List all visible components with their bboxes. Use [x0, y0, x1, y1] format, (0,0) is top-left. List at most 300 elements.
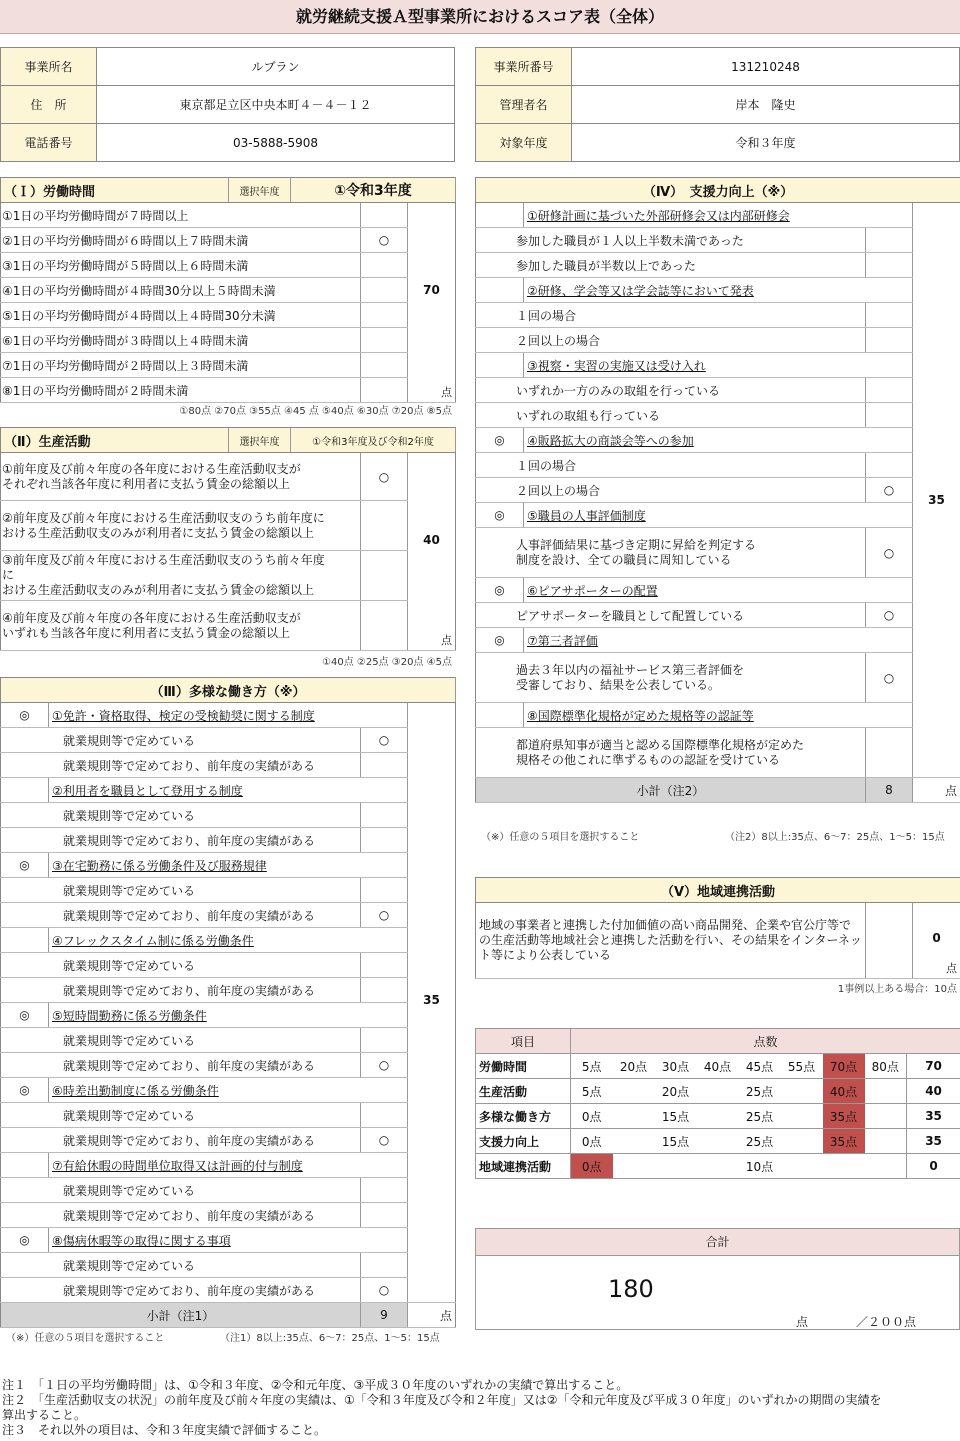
footnote: 注１ 「１日の平均労働時間」は、①令和３年度、②令和元年度、③平成３０年度のいずれかの実績で算出すること。	[2, 1378, 629, 1392]
criteria-row	[1, 903, 456, 928]
score-level-cell: 40点	[823, 1079, 865, 1104]
criteria-text: 就業規則等で定めている	[1, 1103, 361, 1128]
unit-label: 点	[946, 962, 958, 975]
item-heading: ②研修、学会等又は学会誌等において発表	[524, 278, 913, 303]
criteria-row	[1, 1203, 456, 1228]
criteria-text: ②前年度及び前々年度における生産活動収支のうち前年度に おける生産活動収支のみが利用者に支払う賃金の総額以上	[1, 501, 361, 551]
score-row	[476, 1129, 960, 1154]
criteria-text: ⑧1日の平均労働時間が２時間未満	[1, 378, 361, 403]
info-row	[476, 48, 960, 86]
criteria-row	[1, 203, 456, 228]
points-note: 1事例以上ある場合：10点	[837, 984, 957, 995]
criteria-row	[1, 303, 456, 328]
mark-cell[interactable]	[361, 1253, 408, 1278]
mark-cell[interactable]	[866, 378, 913, 403]
section-title: （Ⅳ） 支援力向上（※）	[476, 178, 960, 203]
item-header-row	[1, 1003, 456, 1028]
score-row-name: 生産活動	[476, 1079, 571, 1104]
score-level-cell: 5点	[571, 1054, 613, 1079]
criteria-row	[476, 478, 960, 503]
criteria-text: ⑤1日の平均労働時間が４時間以上４時間30分未満	[1, 303, 361, 328]
criteria-row	[1, 878, 456, 903]
item-select-cell[interactable]: ◎	[476, 628, 524, 653]
criteria-row	[476, 528, 960, 578]
mark-cell[interactable]	[361, 303, 408, 328]
score-level-cell	[697, 1154, 739, 1179]
item-header-row	[476, 278, 960, 303]
item-heading: ④フレックスタイム制に係る労働条件	[49, 928, 408, 953]
mark-cell[interactable]	[866, 303, 913, 328]
item-heading: ⑤短時間勤務に係る労働条件	[49, 1003, 408, 1028]
criteria-text: ２回以上の場合	[476, 328, 866, 353]
item-header-row	[476, 628, 960, 653]
subtotal-value: 8	[866, 778, 913, 803]
item-header-row	[476, 353, 960, 378]
mark-cell[interactable]	[361, 803, 408, 828]
criteria-text: ①前年度及び前々年度の各年度における生産活動収支が それぞれ当該各年度に利用者に支払う賃金の総額以上	[1, 453, 361, 501]
criteria-row	[1, 753, 456, 778]
criteria-text: ③前年度及び前々年度における生産活動収支のうち前々年度 に おける生産活動収支のみが利用者に支払う賃金の総額以上	[1, 551, 361, 601]
score-level-cell: 70点	[823, 1054, 865, 1079]
points-note: ①40点 ②25点 ③20点 ④5点	[322, 657, 452, 668]
item-select-cell[interactable]: ◎	[1, 853, 49, 878]
footnote: 注２ 「生産活動収支の状況」の前年度及び前々年度の実績は、①「令和３年度及び令和２年度」又は②「令和元年度及び平成３０年度」のいずれかの期間の実績を	[2, 1393, 882, 1407]
mark-cell[interactable]	[361, 953, 408, 978]
criteria-text: １回の場合	[476, 303, 866, 328]
item-header-row	[1, 853, 456, 878]
score-level-cell	[697, 1104, 739, 1129]
criteria-text: ピアサポーターを職員として配置している	[476, 603, 866, 628]
section-title: （Ⅲ）多様な働き方（※）	[1, 678, 456, 703]
score-row	[476, 1154, 960, 1179]
mark-cell[interactable]	[361, 253, 408, 278]
unit-label: 点	[408, 1303, 456, 1328]
item-select-cell[interactable]	[476, 278, 524, 303]
info-row	[1, 48, 455, 86]
item-header-row	[1, 1228, 456, 1253]
score-level-cell	[823, 1154, 865, 1179]
mark-cell[interactable]	[361, 978, 408, 1003]
criteria-text: 就業規則等で定めており、前年度の実績がある	[1, 1128, 361, 1153]
select-note: （※）任意の５項目を選択すること	[6, 1333, 165, 1344]
criteria-row	[1, 978, 456, 1003]
footnote: 算出すること。	[2, 1408, 87, 1422]
info-value: 令和３年度	[572, 124, 960, 162]
mark-cell[interactable]: ○	[361, 453, 408, 501]
item-select-cell[interactable]	[476, 703, 524, 728]
item-select-cell[interactable]	[476, 203, 524, 228]
score-level-cell: 20点	[613, 1054, 655, 1079]
mark-cell[interactable]: ○	[361, 903, 408, 928]
item-header-row	[476, 428, 960, 453]
item-heading: ⑧国際標準化規格が定めた規格等の認証等	[524, 703, 913, 728]
info-label: 対象年度	[476, 124, 572, 162]
score-level-cell	[781, 1129, 823, 1154]
criteria-row	[1, 253, 456, 278]
criteria-row	[476, 378, 960, 403]
mark-cell[interactable]	[866, 903, 913, 979]
criteria-text: 就業規則等で定めており、前年度の実績がある	[1, 978, 361, 1003]
criteria-text: 都道府県知事が適当と認める国際標準化規格が定めた 規格その他これに準ずるものの認証を受けている	[476, 728, 866, 778]
score-row-name: 地域連携活動	[476, 1154, 571, 1179]
mark-cell[interactable]	[361, 501, 408, 551]
section-score: 70	[423, 283, 440, 297]
mark-cell[interactable]: ○	[361, 728, 408, 753]
page-title: 就労継続支援Ａ型事業所におけるスコア表（全体）	[0, 0, 960, 34]
criteria-row	[1, 453, 456, 501]
info-label: 電話番号	[1, 124, 97, 162]
info-value: 03-5888-5908	[97, 124, 455, 162]
criteria-text: ⑦1日の平均労働時間が２時間以上３時間未満	[1, 353, 361, 378]
subtotal-row	[476, 778, 960, 803]
item-header-row	[476, 578, 960, 603]
item-select-cell[interactable]	[1, 778, 49, 803]
score-cell	[913, 203, 960, 778]
facility-info-table	[0, 47, 455, 162]
mark-cell[interactable]	[361, 1028, 408, 1053]
section-title: （Ｉ）労働時間	[1, 178, 229, 203]
mark-cell[interactable]	[361, 203, 408, 228]
item-header-row	[1, 1153, 456, 1178]
info-row	[1, 86, 455, 124]
criteria-row	[476, 603, 960, 628]
subtotal-note: （注1）8以上:35点、6～7：25点、1～5：15点	[220, 1333, 440, 1344]
mark-cell[interactable]	[866, 728, 913, 778]
select-note: （※）任意の５項目を選択すること	[481, 832, 640, 843]
year-label: 選択年度	[229, 428, 291, 453]
score-level-cell	[781, 1154, 823, 1179]
criteria-row	[1, 953, 456, 978]
criteria-text: 過去３年以内の福祉サービス第三者評価を 受審しており、結果を公表している。	[476, 653, 866, 703]
mark-cell[interactable]	[866, 328, 913, 353]
info-value: 131210248	[572, 48, 960, 86]
section-score: 0	[932, 931, 941, 945]
item-select-cell[interactable]: ◎	[1, 1078, 49, 1103]
item-heading: ⑧傷病休暇等の取得に関する事項	[49, 1228, 408, 1253]
item-heading: ③視察・実習の実施又は受け入れ	[524, 353, 913, 378]
criteria-text: 就業規則等で定めており、前年度の実績がある	[1, 828, 361, 853]
mark-cell[interactable]	[866, 253, 913, 278]
score-level-cell: 0点	[571, 1154, 613, 1179]
mark-cell[interactable]	[361, 753, 408, 778]
section-diverse-work	[0, 677, 456, 1328]
info-label: 住 所	[1, 86, 97, 124]
info-row	[476, 124, 960, 162]
score-level-cell	[865, 1079, 907, 1104]
criteria-text: 就業規則等で定めており、前年度の実績がある	[1, 1278, 361, 1303]
criteria-row	[1, 278, 456, 303]
criteria-row	[1, 1028, 456, 1053]
criteria-row	[476, 453, 960, 478]
score-level-cell	[613, 1154, 655, 1179]
item-heading: ⑦有給休暇の時間単位取得又は計画的付与制度	[49, 1153, 408, 1178]
mark-cell[interactable]	[866, 228, 913, 253]
item-heading: ①免許・資格取得、検定の受検勧奨に関する制度	[49, 703, 408, 728]
mark-cell[interactable]: ○	[361, 1053, 408, 1078]
mark-cell[interactable]	[866, 403, 913, 428]
criteria-row	[1, 1253, 456, 1278]
score-level-cell: 10点	[739, 1154, 781, 1179]
score-level-cell: 0点	[571, 1129, 613, 1154]
score-level-cell	[865, 1154, 907, 1179]
section-community	[475, 877, 960, 979]
score-row-total: 0	[907, 1154, 960, 1179]
mark-cell[interactable]: ○	[866, 478, 913, 503]
criteria-text: 参加した職員が半数以上であった	[476, 253, 866, 278]
criteria-row	[1, 1278, 456, 1303]
item-heading: ⑥時差出勤制度に係る労働条件	[49, 1078, 408, 1103]
criteria-row	[1, 501, 456, 551]
score-level-cell: 25点	[739, 1104, 781, 1129]
item-select-cell[interactable]: ◎	[476, 578, 524, 603]
year-label: 選択年度	[229, 178, 291, 203]
footnotes	[2, 1378, 958, 1438]
criteria-row	[1, 551, 456, 601]
subtotal-value: 9	[361, 1303, 408, 1328]
item-select-cell[interactable]: ◎	[1, 1003, 49, 1028]
community-criteria: 地域の事業者と連携した付加価値の高い商品開発、企業や官公庁等での生産活動等地域社会と連携した活動を行い、その結果をインターネット等により公表している	[476, 903, 866, 979]
info-value: ルブラン	[97, 48, 455, 86]
unit-label: 点	[441, 386, 452, 399]
score-level-cell: 55点	[781, 1054, 823, 1079]
mark-cell[interactable]: ○	[866, 653, 913, 703]
criteria-text: 就業規則等で定めている	[1, 728, 361, 753]
item-heading: ①研修計画に基づいた外部研修会又は内部研修会	[524, 203, 913, 228]
total-value: 180	[608, 1275, 654, 1303]
total-label: 合計	[476, 1229, 959, 1256]
info-label: 事業所名	[1, 48, 97, 86]
criteria-text: 就業規則等で定めている	[1, 1028, 361, 1053]
criteria-text: いずれか一方のみの取組を行っている	[476, 378, 866, 403]
score-row-total: 70	[907, 1054, 960, 1079]
score-level-cell	[865, 1129, 907, 1154]
score-level-cell: 5点	[571, 1079, 613, 1104]
score-level-cell: 25点	[739, 1079, 781, 1104]
criteria-text: 就業規則等で定めている	[1, 1178, 361, 1203]
info-row	[476, 86, 960, 124]
item-select-cell[interactable]: ◎	[476, 503, 524, 528]
mark-cell[interactable]	[361, 1203, 408, 1228]
subtotal-label: 小計（注1）	[1, 1303, 361, 1328]
criteria-text: ④1日の平均労働時間が４時間30分以上５時間未満	[1, 278, 361, 303]
criteria-text: ③1日の平均労働時間が５時間以上６時間未満	[1, 253, 361, 278]
section-score: 40	[423, 533, 440, 547]
info-value: 岸本 隆史	[572, 86, 960, 124]
item-heading: ③在宅勤務に係る労働条件及び服務規律	[49, 853, 408, 878]
item-header-row	[476, 203, 960, 228]
score-row	[476, 1079, 960, 1104]
item-heading: ④販路拡大の商談会等への参加	[524, 428, 913, 453]
col-points-header: 点数	[571, 1029, 960, 1054]
score-level-cell: 15点	[655, 1104, 697, 1129]
score-level-cell: 30点	[655, 1054, 697, 1079]
info-row	[1, 124, 455, 162]
criteria-row	[1, 828, 456, 853]
criteria-row	[1, 353, 456, 378]
score-level-cell: 20点	[655, 1079, 697, 1104]
mark-cell[interactable]: ○	[361, 1128, 408, 1153]
year-select[interactable]: ①令和3年度	[291, 178, 456, 203]
section-title: （Ⅱ）生産活動	[1, 428, 229, 453]
score-row	[476, 1104, 960, 1129]
points-note: ①80点 ②70点 ③55点 ④45 点 ⑤40点 ⑥30点 ⑦20点 ⑧5点	[179, 406, 452, 417]
score-level-cell	[613, 1129, 655, 1154]
section-score: 35	[423, 993, 440, 1007]
criteria-row	[1, 378, 456, 403]
item-select-cell[interactable]	[1, 928, 49, 953]
mark-cell[interactable]: ○	[361, 228, 408, 253]
subtotal-note: （注2）8以上:35点、6～7：25点、1～5：15点	[725, 832, 945, 843]
score-level-cell	[613, 1079, 655, 1104]
unit-label: 点	[441, 634, 453, 647]
mark-cell[interactable]	[361, 328, 408, 353]
mark-cell[interactable]	[866, 453, 913, 478]
criteria-text: 参加した職員が１人以上半数未満であった	[476, 228, 866, 253]
criteria-row	[476, 328, 960, 353]
criteria-row	[476, 653, 960, 703]
score-row-total: 35	[907, 1104, 960, 1129]
criteria-row	[476, 403, 960, 428]
score-level-cell	[697, 1129, 739, 1154]
item-header-row	[1, 778, 456, 803]
criteria-text: ２回以上の場合	[476, 478, 866, 503]
footnote: 注３ それ以外の項目は、令和３年度実績で評価すること。	[2, 1423, 327, 1437]
item-header-row	[1, 928, 456, 953]
criteria-row	[476, 303, 960, 328]
item-heading: ⑦第三者評価	[524, 628, 913, 653]
unit-label: 点	[913, 778, 960, 803]
criteria-row	[476, 728, 960, 778]
score-row-name: 労働時間	[476, 1054, 571, 1079]
criteria-text: いずれの取組も行っている	[476, 403, 866, 428]
score-cell	[408, 453, 456, 651]
year-select[interactable]: ①令和3年度及び令和2年度	[291, 428, 456, 453]
item-heading: ②利用者を職員として登用する制度	[49, 778, 408, 803]
criteria-row	[1, 803, 456, 828]
mark-cell[interactable]	[361, 551, 408, 601]
criteria-text: 就業規則等で定めており、前年度の実績がある	[1, 903, 361, 928]
score-row-name: 支援力向上	[476, 1129, 571, 1154]
total-box	[475, 1228, 960, 1330]
criteria-text: 人事評価結果に基づき定期に昇給を判定する 制度を設け、全ての職員に周知している	[476, 528, 866, 578]
criteria-text: 就業規則等で定めている	[1, 953, 361, 978]
col-item-header: 項目	[476, 1029, 571, 1054]
section-working-hours	[0, 177, 456, 403]
section-support	[475, 177, 960, 803]
criteria-row	[1, 1178, 456, 1203]
subtotal-label: 小計（注2）	[476, 778, 866, 803]
score-level-cell: 35点	[823, 1129, 865, 1154]
criteria-row	[1, 601, 456, 651]
score-level-cell	[697, 1079, 739, 1104]
criteria-row	[1, 1103, 456, 1128]
mark-cell[interactable]	[361, 828, 408, 853]
mark-cell[interactable]: ○	[361, 1278, 408, 1303]
score-row-name: 多様な働き方	[476, 1104, 571, 1129]
total-max: ／２００点	[856, 1315, 917, 1329]
score-level-cell	[613, 1104, 655, 1129]
mark-cell[interactable]: ○	[866, 528, 913, 578]
score-level-cell: 0点	[571, 1104, 613, 1129]
criteria-text: 就業規則等で定めており、前年度の実績がある	[1, 753, 361, 778]
section-production	[0, 427, 456, 651]
item-heading: ⑤職員の人事評価制度	[524, 503, 913, 528]
item-select-cell[interactable]	[1, 1153, 49, 1178]
criteria-row	[1, 728, 456, 753]
info-label: 事業所番号	[476, 48, 572, 86]
item-header-row	[476, 503, 960, 528]
total-unit: 点	[796, 1315, 809, 1329]
info-value: 東京都足立区中央本町４－４－１２	[97, 86, 455, 124]
criteria-row	[1, 1128, 456, 1153]
criteria-row	[1, 228, 456, 253]
section-score: 35	[928, 493, 945, 507]
score-level-cell: 35点	[823, 1104, 865, 1129]
score-row-total: 40	[907, 1079, 960, 1104]
mark-cell[interactable]	[361, 1178, 408, 1203]
criteria-text: ⑥1日の平均労働時間が３時間以上４時間未満	[1, 328, 361, 353]
score-cell	[408, 703, 456, 1303]
mark-cell[interactable]	[361, 353, 408, 378]
score-row	[476, 1054, 960, 1079]
mark-cell[interactable]	[361, 278, 408, 303]
item-header-row	[1, 1078, 456, 1103]
criteria-row	[476, 228, 960, 253]
subtotal-row	[1, 1303, 456, 1328]
item-select-cell[interactable]	[476, 353, 524, 378]
criteria-text: ②1日の平均労働時間が６時間以上７時間未満	[1, 228, 361, 253]
score-level-cell: 15点	[655, 1129, 697, 1154]
criteria-text: ①1日の平均労働時間が７時間以上	[1, 203, 361, 228]
facility-id-table	[475, 47, 960, 162]
mark-cell[interactable]	[361, 878, 408, 903]
score-level-cell	[655, 1154, 697, 1179]
mark-cell[interactable]	[361, 601, 408, 651]
score-level-cell	[781, 1104, 823, 1129]
criteria-text: 就業規則等で定めている	[1, 803, 361, 828]
score-summary-table	[475, 1028, 960, 1179]
item-header-row	[476, 703, 960, 728]
score-level-cell: 40点	[697, 1054, 739, 1079]
criteria-text: 就業規則等で定めており、前年度の実績がある	[1, 1203, 361, 1228]
score-level-cell: 80点	[865, 1054, 907, 1079]
criteria-row	[1, 1053, 456, 1078]
item-select-cell[interactable]: ◎	[476, 428, 524, 453]
item-select-cell[interactable]: ◎	[1, 703, 49, 728]
score-level-cell	[781, 1079, 823, 1104]
score-cell	[408, 203, 456, 403]
criteria-text: ④前年度及び前々年度の各年度における生産活動収支が いずれも当該各年度に利用者に支払う賃金の総額以上	[1, 601, 361, 651]
mark-cell[interactable]: ○	[866, 603, 913, 628]
section-title: （Ⅴ）地域連携活動	[476, 878, 960, 903]
item-heading: ⑥ピアサポーターの配置	[524, 578, 913, 603]
item-header-row	[1, 703, 456, 728]
info-label: 管理者名	[476, 86, 572, 124]
score-cell	[913, 903, 960, 979]
criteria-row	[1, 328, 456, 353]
score-level-cell: 45点	[739, 1054, 781, 1079]
score-level-cell: 25点	[739, 1129, 781, 1154]
mark-cell[interactable]	[361, 1103, 408, 1128]
criteria-text: 就業規則等で定めている	[1, 1253, 361, 1278]
score-row-total: 35	[907, 1129, 960, 1154]
mark-cell[interactable]	[361, 378, 408, 403]
item-select-cell[interactable]: ◎	[1, 1228, 49, 1253]
score-level-cell	[865, 1104, 907, 1129]
criteria-row	[476, 253, 960, 278]
criteria-text: 就業規則等で定めている	[1, 878, 361, 903]
criteria-text: １回の場合	[476, 453, 866, 478]
